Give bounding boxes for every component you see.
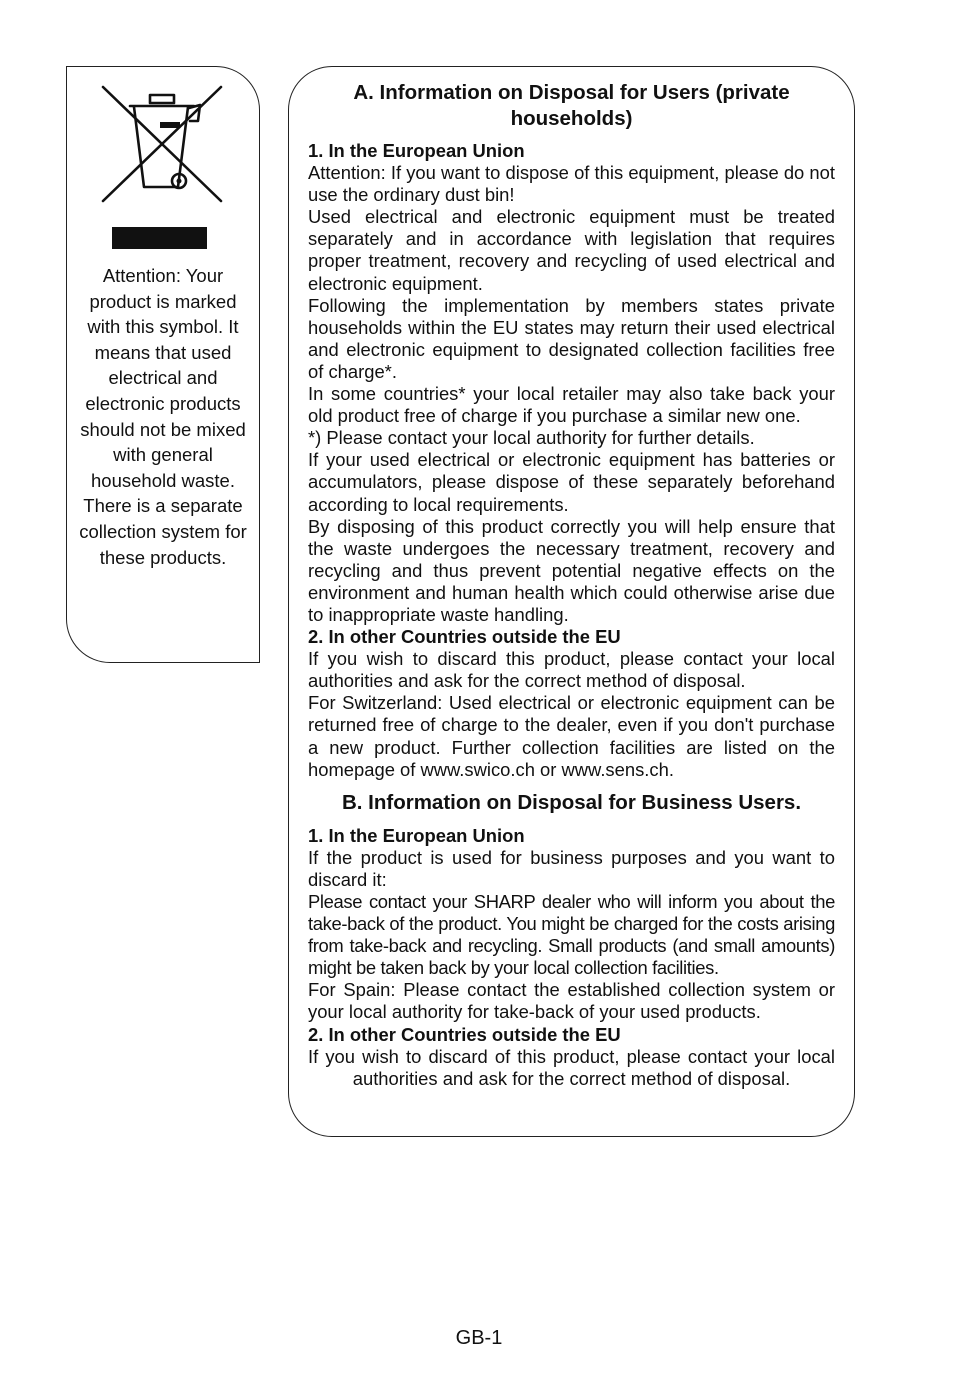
section-a-eu-paragraph: In some countries* your local retailer may also take back your old product free of charge if you purchase a similar new one. [308, 383, 835, 427]
symbol-attention-notice: Attention: Your product is marked with this symbol. It means that used electrical and electronic products should not be mixed with general household waste. There is a separate collection system for these products. [79, 265, 247, 568]
section-a-eu-paragraph: Attention: If you want to dispose of this equipment, please do not use the ordinary dust bin! [308, 162, 835, 206]
section-a-eu-heading: 1. In the European Union [308, 140, 525, 161]
section-b-eu-paragraph: If the product is used for business purposes and you want to discard it: [308, 846, 835, 890]
section-a-eu-paragraph: If your used electrical or electronic equipment has batteries or accumulators, please dispose of these separately beforehand according to local requirements. [308, 449, 835, 515]
section-b-eu-paragraph: Please contact your SHARP dealer who will inform you about the take-back of the product. You might be charged for the costs arising from take-back and recycling. Small products (and small amounts) might be taken back by your local collection facilities. [308, 891, 835, 979]
section-b-other-heading: 2. In other Countries outside the EU [308, 1023, 621, 1045]
section-a-other-heading: 2. In other Countries outside the EU [308, 626, 621, 648]
disposal-information-panel [288, 66, 855, 1137]
weee-symbol-panel [66, 66, 260, 663]
section-a-eu-paragraph: By disposing of this product correctly you will help ensure that the waste undergoes the necessary treatment, recovery and recycling and thus prevent potential negative effects on the environment and human health which could otherwise arise due to inappropriate waste handling. [308, 515, 835, 625]
section-a-eu-paragraph: Following the implementation by members states private households within the EU states may return their used electrical and electronic equipment to designated collection facilities free of charge*. [308, 294, 835, 382]
section-a-footnote: *) Please contact your local authority for further details. [308, 427, 755, 449]
section-b-other-paragraph: If you wish to discard of this product, please contact your local authorities and ask for the correct method of disposal. [308, 1045, 835, 1089]
section-a-other-paragraph: For Switzerland: Used electrical or electronic equipment can be returned free of charge to the dealer, even if you don't purchase a new product. Further collection facilities are listed on the homepage of www.swico.ch or www.sens.ch. [308, 692, 835, 780]
crossed-out-wheelie-bin-icon [100, 84, 224, 204]
page-number: GB-1 [455, 1327, 503, 1349]
section-a-other-paragraph: If you wish to discard this product, please contact your local authorities and ask for the correct method of disposal. [308, 648, 835, 692]
black-bar-marker [112, 227, 207, 249]
section-b-title: B. Information on Disposal for Business Users. [341, 790, 802, 814]
section-a-title: A. Information on Disposal for Users (private households) [353, 81, 790, 130]
section-a-eu-paragraph: Used electrical and electronic equipment must be treated separately and in accordance with legislation that requires proper treatment, recovery and recycling of used electrical and electronic equipment. [308, 206, 835, 294]
section-b-eu-paragraph: For Spain: Please contact the established collection system or your local authority for take-back of your used products. [308, 979, 835, 1023]
section-b-eu-heading: 1. In the European Union [308, 824, 525, 846]
